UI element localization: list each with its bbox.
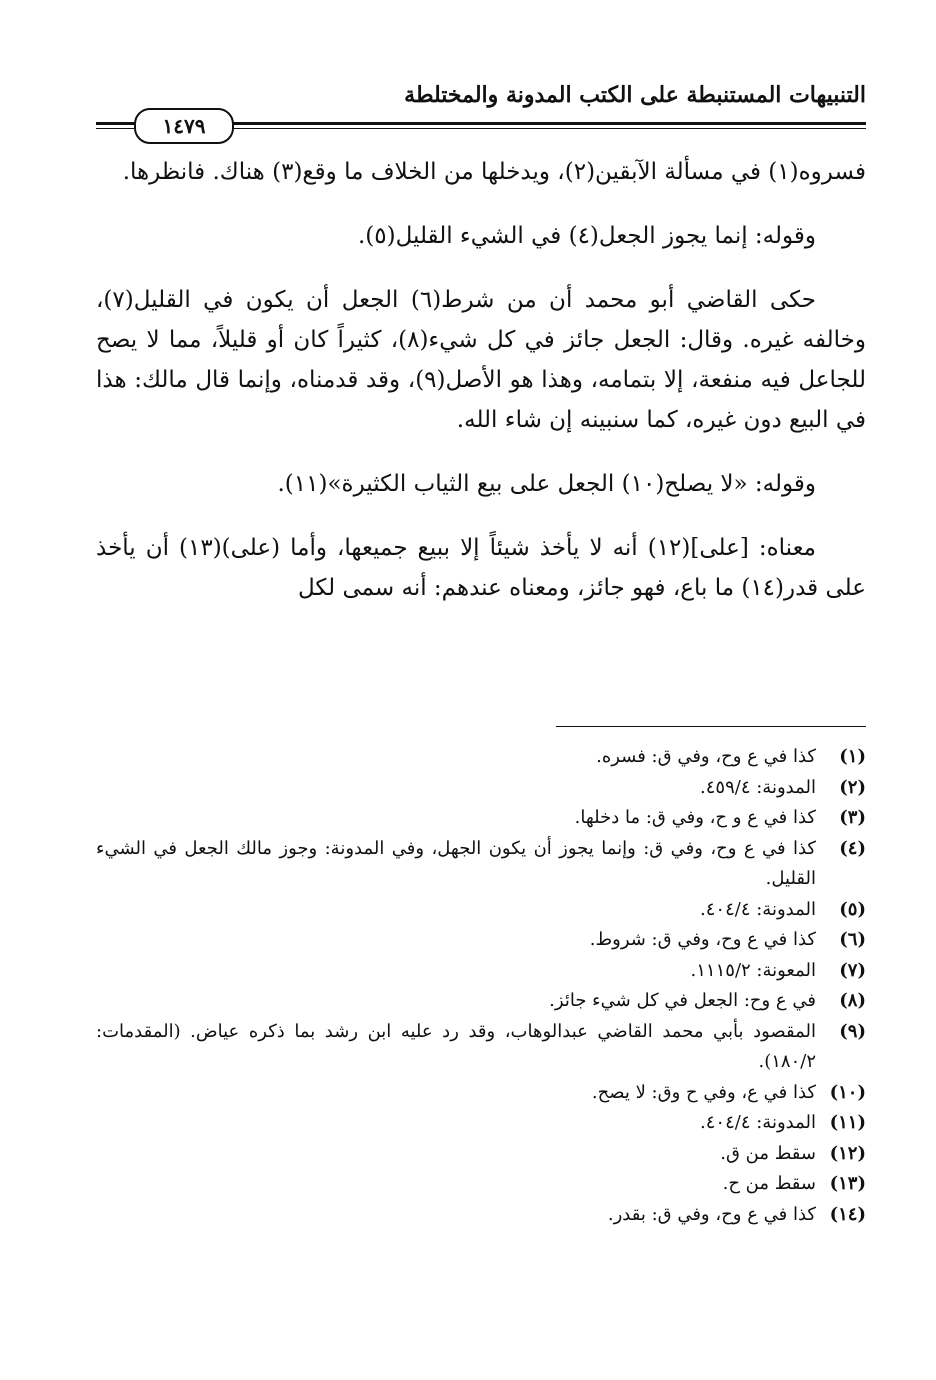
footnote-item <box>96 803 866 834</box>
footnote-number: (١) <box>839 746 866 767</box>
footnote-text: كذا في ع وح، وفي ق: فسره. <box>596 746 816 767</box>
footnote-item <box>96 742 866 773</box>
footnote-text: سقط من ق. <box>720 1142 816 1164</box>
footnote-text: في ع وح: الجعل في كل شيء جائز. <box>549 990 816 1011</box>
footnote-number: (٦) <box>839 929 866 950</box>
page-number: ١٤٧٩ <box>134 108 234 144</box>
footnote-number: (٨) <box>839 990 866 1011</box>
footnote-number: (٣) <box>839 807 866 828</box>
footnote-item <box>96 925 866 956</box>
footnote-text: كذا في ع، وفي ح وق: لا يصح. <box>591 1081 816 1103</box>
footnote-number: (١١) <box>829 1112 866 1133</box>
footnote-item <box>96 834 866 895</box>
paragraph: وقوله: إنما يجوز الجعل(٤) في الشيء القليل(٥). <box>357 223 816 249</box>
footnote-text: المدونة: ٤٥٩/٤. <box>700 776 816 798</box>
footnote-number: (٢) <box>839 776 866 798</box>
footnote-text: كذا في ع و ح، وفي ق: ما دخلها. <box>574 807 816 828</box>
paragraph: وقوله: «لا يصلح(١٠) الجعل على بيع الثياب الكثيرة»(١١). <box>277 471 816 497</box>
footnote-number: (٩) <box>839 1020 866 1042</box>
footnote-number: (١٢) <box>829 1142 866 1164</box>
footnote-number: (٥) <box>839 898 866 920</box>
footnote-number: (٤) <box>839 837 866 859</box>
footnote-text: المدونة: ٤٠٤/٤. <box>700 898 816 920</box>
footnote-number: (١٠) <box>829 1081 866 1103</box>
footnote-item <box>96 1139 866 1170</box>
footnote-item <box>96 1017 866 1078</box>
footnotes-list <box>96 742 866 1230</box>
footnote-item <box>96 1200 866 1231</box>
footnote-text: المدونة: ٤٠٤/٤. <box>700 1112 816 1133</box>
footnote-text: كذا في ع وح، وفي ق: شروط. <box>589 929 816 950</box>
footnote-item <box>96 986 866 1017</box>
footnote-text: سقط من ح. <box>722 1173 816 1194</box>
footnote-number: (١٣) <box>829 1173 866 1194</box>
footnote-number: (١٤) <box>829 1203 866 1225</box>
footnote-item <box>96 773 866 804</box>
footnote-item <box>96 1108 866 1139</box>
footnote-item <box>96 895 866 926</box>
footnote-text: كذا في ع وح، وفي ق: بقدر. <box>607 1203 816 1225</box>
paragraph: معناه: [على](١٢) أنه لا يأخذ شيئاً إلا ببيع جميعها، وأما (على)(١٣) أن يأخذ على قدر(١٤) ما باع، فهو جائز، ومعناه عندهم: أنه سمى لكل <box>96 535 866 601</box>
footnote-item <box>96 956 866 987</box>
footnote-number: (٧) <box>839 959 866 981</box>
footnote-text: كذا في ع وح، وفي ق: وإنما يجوز أن يكون الجهل، وفي المدونة: وجوز مالك الجعل في الشيء القليل. <box>96 837 816 889</box>
footnote-text: المعونة: ١١١٥/٢. <box>690 959 816 981</box>
paragraph: فسروه(١) في مسألة الآبقين(٢)، ويدخلها من الخلاف ما وقع(٣) هناك. فانظرها. <box>122 159 866 185</box>
footnote-item <box>96 1169 866 1200</box>
footnote-item <box>96 1078 866 1109</box>
main-text <box>96 152 866 632</box>
paragraph: حكى القاضي أبو محمد أن من شرط(٦) الجعل أن يكون في القليل(٧)، وخالفه غيره. وقال: الجعل جائز في كل شيء(٨)، كثيراً كان أو قليلاً، مما لا يصح للجاعل فيه منفعة، إلا بتمامه، وهذا هو الأصل(٩)، وقد قدمناه، وإنما قال مالك: هذا في البيع دون غيره، كما سنبينه إن شاء الله. <box>96 287 866 433</box>
footnote-separator <box>556 726 866 727</box>
running-title: التنبيهات المستنبطة على الكتب المدونة والمختلطة <box>404 82 866 108</box>
page-header <box>96 78 866 138</box>
footnote-text: المقصود بأبي محمد القاضي عبدالوهاب، وقد رد عليه ابن رشد بما ذكره عياض. (المقدمات: ١٨٠/٢). <box>96 1020 816 1072</box>
